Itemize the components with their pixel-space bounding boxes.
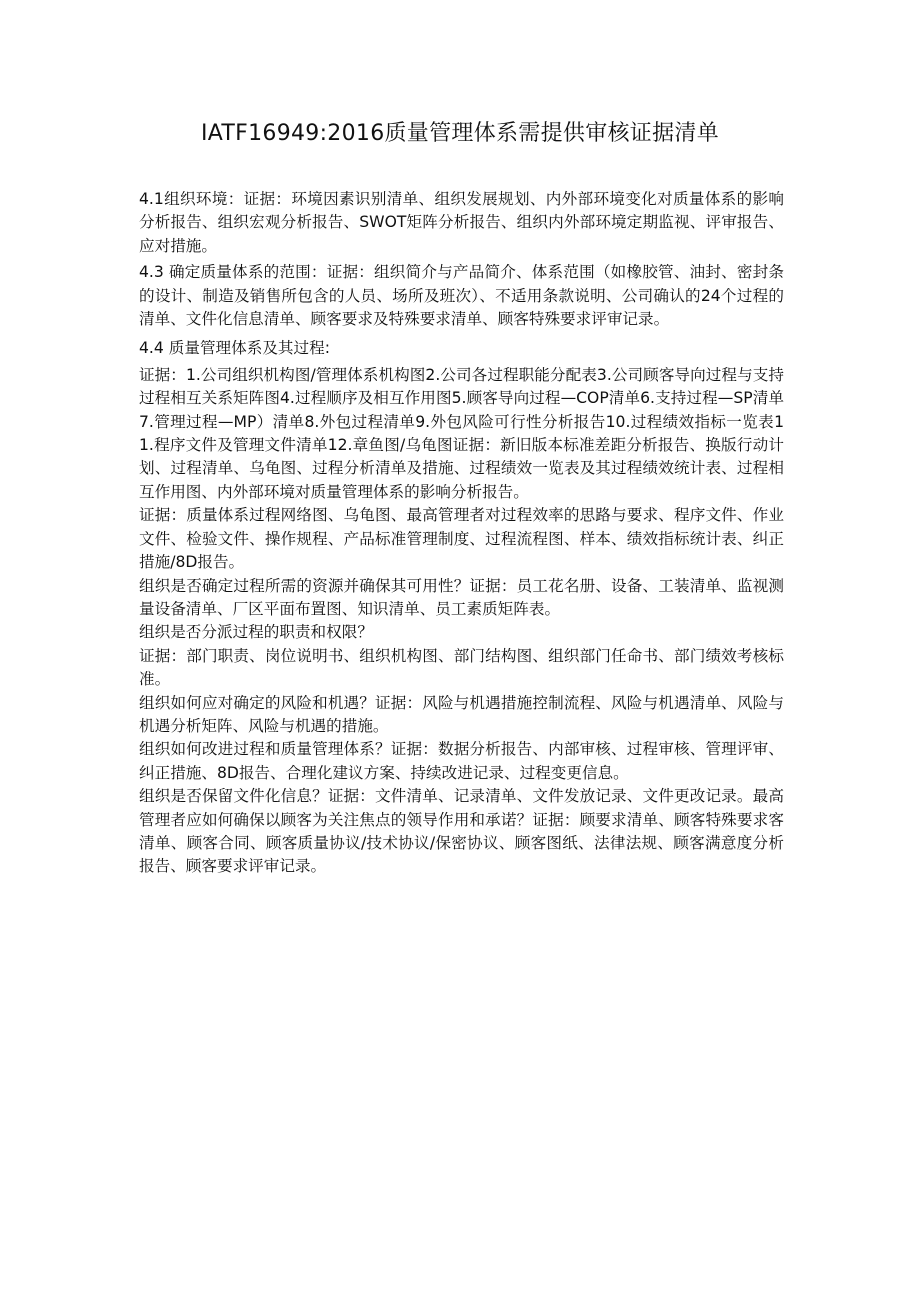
paragraph-responsibilities-question: 组织是否分派过程的职责和权限？	[139, 623, 373, 642]
paragraph-process-network-evidence: 证据：质量体系过程网络图、乌龟图、最高管理者对过程效率的思路与要求、程序文件、作业文件、检验文件、操作规程、产品标准管理制度、过程流程图、样本、绩效指标统计表、纠正措施/8D报告。	[139, 506, 784, 572]
paragraph-4-4-evidence: 证据：1.公司组织机构图/管理体系机构图2.公司各过程职能分配表3.公司顾客导向过程与支持过程相互关系矩阵图4.过程顺序及相互作用图5.顾客导向过程—COP清单6.支持过程—SP清单7.管理过程—MP）清单8.外包过程清单9.外包风险可行性分析报告10.过程绩效指标一览表11.程序文件及管理文件清单12.章鱼图/乌龟图证据：新旧版本标准差距分析报告、换版行动计划、过程清单、乌龟图、过程分析清单及措施、过程绩效一览表及其过程绩效统计表、过程相互作用图、内外部环境对质量管理体系的影响分析报告。	[139, 365, 784, 501]
paragraph-responsibilities-evidence: 证据：部门职责、岗位说明书、组织机构图、部门结构图、组织部门任命书、部门绩效考核标准。	[139, 646, 784, 689]
document-body	[139, 188, 784, 879]
paragraph-4-3-scope: 4.3 确定质量体系的范围：证据：组织简介与产品简介、体系范围（如橡胶管、油封、密封条的设计、制造及销售所包含的人员、场所及班次）、不适用条款说明、公司确认的24个过程的清单、文件化信息清单、顾客要求及特殊要求清单、顾客特殊要求评审记录。	[139, 263, 784, 329]
paragraph-risks-opportunities: 组织如何应对确定的风险和机遇？证据：风险与机遇措施控制流程、风险与机遇清单、风险与机遇分析矩阵、风险与机遇的措施。	[139, 693, 784, 735]
paragraph-4-4-heading: 4.4 质量管理体系及其过程:	[139, 339, 330, 358]
document-title: IATF16949:2016质量管理体系需提供审核证据清单	[200, 121, 719, 146]
paragraph-resources-question: 组织是否确定过程所需的资源并确保其可用性？证据：员工花名册、设备、工装清单、监视测量设备清单、厂区平面布置图、知识清单、员工素质矩阵表。	[139, 576, 784, 618]
paragraph-4-1-organization-context: 4.1组织环境：证据：环境因素识别清单、组织发展规划、内外部环境变化对质量体系的影响分析报告、组织宏观分析报告、SWOT矩阵分析报告、组织内外部环境定期监视、评审报告、应对措施。	[139, 190, 784, 255]
paragraph-documented-information: 组织是否保留文件化信息？证据：文件清单、记录清单、文件发放记录、文件更改记录。最高管理者应如何确保以顾客为关注焦点的领导作用和承诺？证据：顾要求清单、顾客特殊要求客清单、顾客合同、顾客质量协议/技术协议/保密协议、顾客图纸、法律法规、顾客满意度分析报告、顾客要求评审记录。	[139, 787, 784, 876]
paragraph-improvement: 组织如何改进过程和质量管理体系？证据：数据分析报告、内部审核、过程审核、管理评审、纠正措施、8D报告、合理化建议方案、持续改进记录、过程变更信息。	[139, 740, 784, 782]
